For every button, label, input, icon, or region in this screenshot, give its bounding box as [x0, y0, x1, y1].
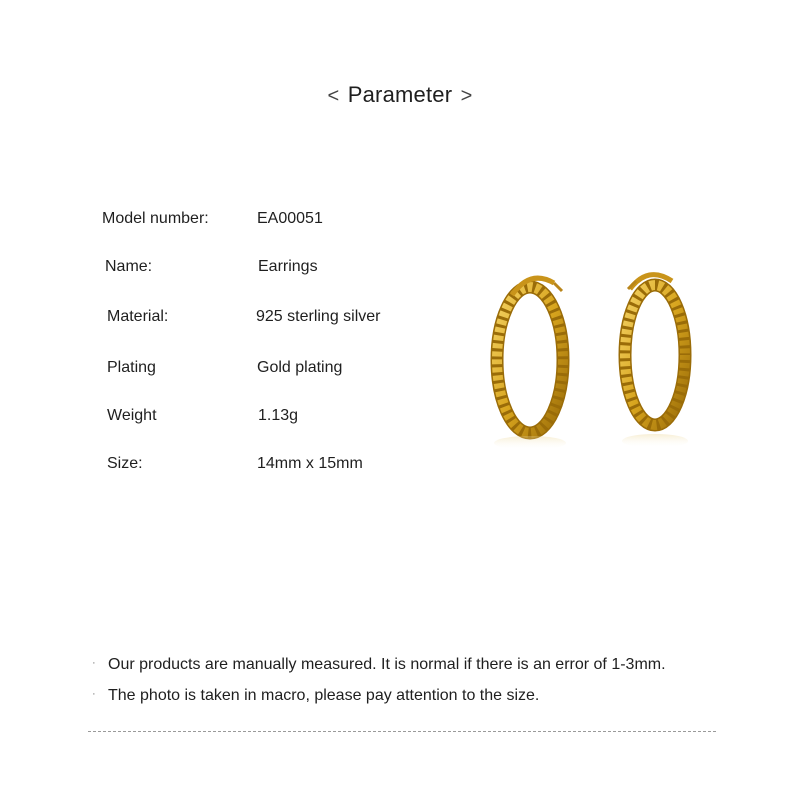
spec-label: Weight: [107, 407, 157, 424]
note-text: The photo is taken in macro, please pay attention to the size.: [108, 687, 540, 704]
dashed-divider: [88, 731, 716, 732]
spec-value: EA00051: [257, 210, 323, 227]
spec-label: Plating: [107, 359, 156, 376]
note-text: Our products are manually measured. It is normal if there is an error of 1-3mm.: [108, 656, 666, 673]
chevron-right-icon: >: [460, 85, 473, 107]
earring-right: [622, 275, 688, 448]
note-measurement: [92, 656, 666, 674]
spec-value: Gold plating: [257, 359, 343, 376]
spec-value: 14mm x 15mm: [257, 455, 363, 472]
spec-label: Name:: [105, 258, 153, 275]
spec-value: Earrings: [258, 258, 318, 275]
spec-value: 1.13g: [258, 407, 299, 424]
chevron-left-icon: <: [327, 85, 340, 107]
page-title-text: Parameter: [347, 82, 453, 107]
spec-value: 925 sterling silver: [256, 308, 381, 325]
spec-label: Model number:: [102, 210, 209, 227]
note-macro-photo: [92, 687, 539, 705]
bullet-dot-icon: ·: [92, 688, 96, 700]
earring-left: [494, 278, 566, 450]
spec-label: Material:: [107, 308, 169, 325]
spec-label: Size:: [107, 455, 143, 472]
earrings-product-image: [470, 255, 720, 455]
page-title: [0, 82, 800, 108]
bullet-dot-icon: ·: [92, 657, 96, 669]
